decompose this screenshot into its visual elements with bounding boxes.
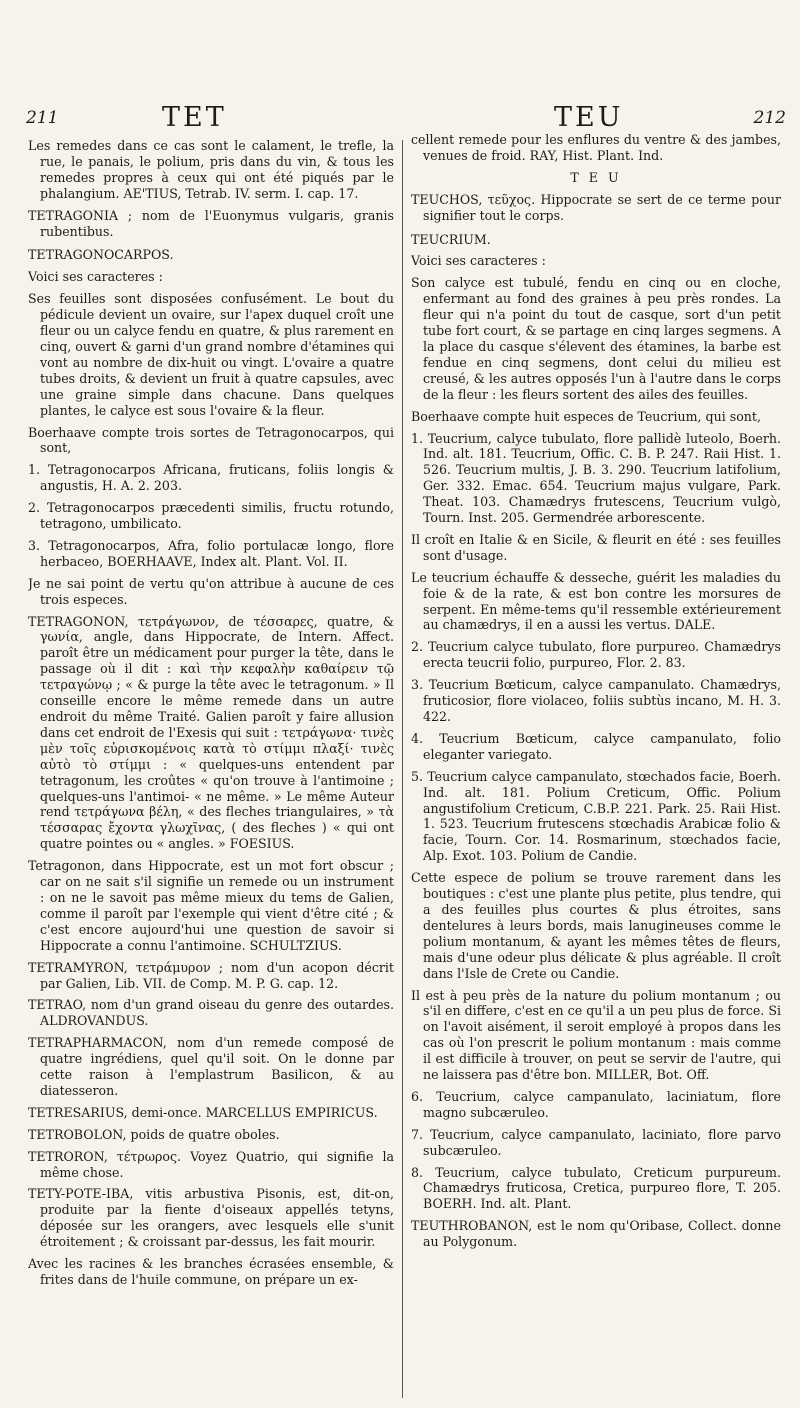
paragraph: Boerhaave compte huit especes de Teucrium, qui sont,	[411, 408, 761, 424]
paragraph: 2. Tetragonocarpos præcedenti similis, fructu rotundo, tetragono, umbilicato.	[28, 500, 394, 532]
left-column	[28, 138, 394, 1400]
paragraph: TETRAGONON, τετράγωνον, de τέσσαρες, quatre, & γωνία, angle, dans Hippocrate, de Intern. Affect. paroît être un médicament pour purger la tête, dans le passage où il dit : καὶ τὴν κεφαλὴν καθαίρειν τῷ τετραγώνῳ ; « & purge la tête avec le tetragonum. » Il conseille encore le même remede dans un autre endroit du même Traité. Galien paroît y faire allusion dans cet endroit de l'Exesis qui suit : τετράγωνα· τινὲς μὲν τοῖς εὐρισκομένοις κατὰ τὸ στίμμι πλαξί· τινὲς αὐτὸ τὸ στίμμι : « quelques-uns entendent par tetragonum, les croûtes « qu'on trouve à l'antimoine ; quelques-uns l'antimoi- « ne même. » Le même Auteur rend τετράγωνα βέλη, « des fleches triangulaires, » τὰ τέσσαρας ἔχοντα γλωχῖνας, ( des fleches ) « qui ont quatre pointes ou « angles. » FOESIUS.	[28, 613, 394, 852]
paragraph: 2. Teucrium calyce tubulato, flore purpureo. Chamædrys erecta teucrii folio, purpureo, Flor. 2. 83.	[411, 639, 781, 671]
paragraph: TETRAPHARMACON, nom d'un remede composé de quatre ingrédiens, quel qu'il soit. On le donne par cette raison à l'emplastrum Basilicon, & au diatesseron.	[28, 1035, 394, 1098]
paragraph: TETRORON, τέτρωρος. Voyez Quatrio, qui signifie la même chose.	[28, 1148, 394, 1180]
paragraph: 5. Teucrium calyce campanulato, stœchados facie, Boerh. Ind. alt. 181. Polium Creticum, Offic. Polium angustifolium Creticum, C.B.P. 221. Park. 25. Raii Hist. 1. 523. Teucrium frutescens stœchadis Arabicæ folio & facie, Tourn. Cor. 14. Rosmarinum, stœchados facie, Alp. Exot. 103. Polium de Candie.	[411, 768, 781, 864]
paragraph: 1. Tetragonocarpos Africana, fruticans, foliis longis & angustis, H. A. 2. 203.	[28, 462, 394, 494]
paragraph: 6. Teucrium, calyce campanulato, laciniatum, flore magno subcæruleo.	[411, 1088, 781, 1120]
paragraph: TEUCHOS, τεῦχος. Hippocrate se sert de ce terme pour signifier tout le corps.	[411, 191, 781, 223]
paragraph: 4. Teucrium Bœticum, calyce campanulato, folio eleganter variegato.	[411, 730, 781, 762]
right-page-number: 212	[753, 108, 786, 128]
paragraph: TETRESARIUS, demi-once. MARCELLUS EMPIRICUS.	[28, 1104, 378, 1120]
column-divider	[402, 140, 403, 1398]
entry-heading: TEUCRIUM.	[411, 231, 491, 247]
paragraph: Boerhaave compte trois sortes de Tetragonocarpos, qui sont,	[28, 424, 394, 456]
paragraph: TETY-POTE-IBA, vitis arbustiva Pisonis, est, dit-on, produite par la fiente d'oiseaux appellés tetyns, déposée sur les orangers, avec lesquels elle s'unit étroitement ; & croissant par-dessus, les fait mourir.	[28, 1186, 394, 1250]
paragraph: TEUTHROBANON, est le nom qu'Oribase, Collect. donne au Polygonum.	[411, 1218, 781, 1250]
paragraph: Les remedes dans ce cas sont le calament, le trefle, la rue, le panais, le polium, pris dans du vin, & tous les remedes propres à ceux qui ont été piqués par le phalangium. AE'TIUS, Tetrab. IV. serm. I. cap. 17.	[28, 138, 394, 201]
paragraph: Ses feuilles sont disposées confusément. Le bout du pédicule devient un ovaire, sur l'apex duquel croît une fleur ou un calyce fendu en quatre, & plus rarement en cinq, ouvert & garni d'un grand nombre d'étamines qui vont au nombre de dix-huit ou vingt. L'ovaire a quatre tubes droits, & devient un fruit à quatre capsules, avec une graine simple dans chacune. Dans quelques plantes, le calyce est sous l'ovaire & la fleur.	[28, 291, 394, 418]
entry-heading: TETRAGONOCARPOS.	[28, 247, 174, 263]
paragraph: Le teucrium échauffe & desseche, guérit les maladies du foie & de la rate, & est bon contre les morsures de serpent. En même-tems qu'il ressemble extérieurement au chamædrys, il en a aussi les vertus. DALE.	[411, 569, 781, 633]
paragraph: Tetragonon, dans Hippocrate, est un mot fort obscur ; car on ne sait s'il signifie un remede ou un instrument : on ne le savoit pas même mieux du tems de Galien, comme il paroît par l'exemple qui vient d'être cité ; & c'est encore aujourd'hui une question de savoir si Hippocrate a connu l'antimoine. SCHULTZIUS.	[28, 858, 394, 953]
section-letter-heading: T E U	[570, 169, 622, 185]
paragraph: 3. Teucrium Bœticum, calyce campanulato. Chamædrys, fruticosior, flore violaceo, foliis subtùs incano, M. H. 3. 422.	[411, 677, 781, 724]
left-running-head: TET	[162, 102, 227, 133]
paragraph: Avec les racines & les branches écrasées ensemble, & frites dans de l'huile commune, on prépare un ex-	[28, 1256, 394, 1287]
left-page-number: 211	[26, 108, 59, 128]
paragraph: Voici ses caracteres :	[28, 269, 163, 285]
paragraph: TETRAGONIA ; nom de l'Euonymus vulgaris, granis rubentibus.	[28, 207, 394, 239]
paragraph: Son calyce est tubulé, fendu en cinq ou en cloche, enfermant au fond des graines à peu près rondes. La fleur qui n'a point du tout de casque, sort d'un petit tube fort court, & se partage en cinq larges segmens. A la place du casque s'élevent des étamines, la barbe est fendue en cinq segmens, dont celui du milieu est creusé, & les autres opposés l'un à l'autre dans le corps de la fleur : les fleurs sortent des ailes des feuilles.	[411, 275, 781, 402]
paragraph: 3. Tetragonocarpos, Afra, folio portulacæ longo, flore herbaceo, BOERHAAVE, Index alt. Plant. Vol. II.	[28, 537, 394, 569]
paragraph: Il croît en Italie & en Sicile, & fleurit en été : ses feuilles sont d'usage.	[411, 531, 781, 563]
paragraph: Il est à peu près de la nature du polium montanum ; ou s'il en differe, c'est en ce qu'il a un peu plus de force. Si on l'avoit aisément, il seroit employé à propos dans les cas où l'on prescrit le polium montanum : mais comme il est difficile à trouver, on peut se servir de l'autre, qui ne laissera pas d'être bon. MILLER, Bot. Off.	[411, 987, 781, 1083]
paragraph: 1. Teucrium, calyce tubulato, flore pallidè luteolo, Boerh. Ind. alt. 181. Teucrium, Offic. C. B. P. 247. Raii Hist. 1. 526. Teucrium multis, J. B. 3. 290. Teucrium latifolium, Ger. 332. Emac. 654. Teucrium majus vulgare, Park. Theat. 103. Chamædrys frutescens, Teucrium vulgò, Tourn. Inst. 205. Germendrée arborescente.	[411, 430, 781, 526]
paragraph: TETRAMYRON, τετράμυρον ; nom d'un acopon décrit par Galien, Lib. VII. de Comp. M. P. G. cap. 12.	[28, 959, 394, 991]
paragraph: Je ne sai point de vertu qu'on attribue à aucune de ces trois especes.	[28, 575, 394, 607]
right-running-head: TEU	[554, 102, 624, 133]
paragraph: 7. Teucrium, calyce campanulato, laciniato, flore parvo subcæruleo.	[411, 1126, 781, 1158]
paragraph: 8. Teucrium, calyce tubulato, Creticum purpureum. Chamædrys fruticosa, Cretica, purpureo flore, T. 205. BOERH. Ind. alt. Plant.	[411, 1164, 781, 1212]
right-column	[411, 132, 781, 1402]
paragraph: Voici ses caracteres :	[411, 253, 546, 269]
paragraph: TETROBOLON, poids de quatre oboles.	[28, 1126, 280, 1142]
paragraph: cellent remede pour les enflures du ventre & des jambes, venues de froid. RAY, Hist. Plant. Ind.	[411, 132, 781, 163]
paragraph: Cette espece de polium se trouve rarement dans les boutiques : c'est une plante plus petite, plus tendre, qui a des feuilles plus courtes & plus étroites, sans dentelures à leurs bords, mais lanugineuses comme le polium montanum, & ayant les mêmes têtes de fleurs, mais d'une odeur plus délicate & plus agréable. Il croît dans l'Isle de Crete ou Candie.	[411, 870, 781, 981]
paragraph: TETRAO, nom d'un grand oiseau du genre des outardes. ALDROVANDUS.	[28, 997, 394, 1029]
